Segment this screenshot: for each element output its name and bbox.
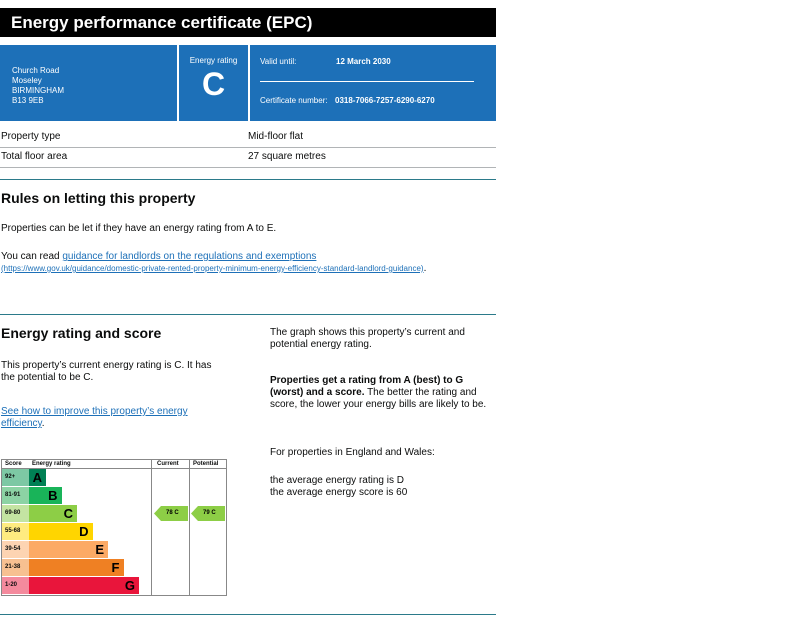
current-column-header: Current <box>157 461 179 467</box>
band-bar-b <box>29 487 62 504</box>
column-divider <box>189 460 190 595</box>
guidance-url-link[interactable]: (https://www.gov.uk/guidance/domestic-private-rented-property-minimum-energy-efficiency-standard-landlord-guidance) <box>1 264 424 273</box>
band-letter-f: F <box>111 560 120 575</box>
average-score-text: the average energy score is 60 <box>270 487 408 498</box>
page-title: Energy performance certificate (EPC) <box>0 8 496 37</box>
band-bar-f <box>29 559 124 576</box>
column-divider <box>151 460 152 595</box>
property-type-label: Property type <box>1 131 61 142</box>
band-letter-a: A <box>32 470 42 485</box>
band-score-g: 1-20 <box>2 577 29 594</box>
certificate-number-value: 0318-7066-7257-6290-6270 <box>335 96 435 105</box>
band-letter-g: G <box>124 578 135 593</box>
potential-rating-arrow-label: 79 C <box>203 510 216 516</box>
band-letter-e: E <box>95 542 104 557</box>
guidance-link[interactable]: guidance for landlords on the regulations and exemptions <box>62 251 317 262</box>
improve-paragraph <box>1 406 221 430</box>
score-column-header: Score <box>5 461 22 467</box>
address-line: Church Road <box>12 66 60 75</box>
section-divider <box>0 614 496 615</box>
guidance-paragraph <box>1 251 491 275</box>
potential-column-header: Potential <box>193 461 219 467</box>
divider <box>260 81 474 82</box>
rating-explanation <box>270 375 492 411</box>
band-letter-c: C <box>63 506 73 521</box>
address-postcode: B13 9EB <box>12 96 44 105</box>
band-bar-g <box>29 577 139 594</box>
floor-area-value: 27 square metres <box>248 151 326 162</box>
address-panel <box>0 45 177 121</box>
band-score-b: 81-91 <box>2 487 29 504</box>
band-score-c: 69-80 <box>2 505 29 522</box>
band-score-e: 39-54 <box>2 541 29 558</box>
rules-heading: Rules on letting this property <box>1 190 196 206</box>
property-type-value: Mid-floor flat <box>248 131 304 142</box>
valid-until-value: 12 March 2030 <box>336 57 391 66</box>
band-bar-d <box>29 523 93 540</box>
band-score-f: 21-38 <box>2 559 29 576</box>
band-letter-d: D <box>79 524 89 539</box>
band-bar-a <box>29 469 46 486</box>
current-rating-text: This property’s current energy rating is C. It has the potential to be C. <box>1 360 212 383</box>
certificate-number-label: Certificate number: <box>260 96 328 105</box>
graph-description: The graph shows this property’s current and potential energy rating. <box>270 327 465 350</box>
current-rating-arrow <box>154 506 188 521</box>
improve-link[interactable]: See how to improve this property’s energy efficiency <box>1 406 188 429</box>
section-divider <box>0 314 496 315</box>
rating-column-header: Energy rating <box>32 461 71 467</box>
energy-rating-chart <box>1 459 227 596</box>
address-line: Moseley <box>12 76 42 85</box>
guidance-suffix: . <box>423 263 427 274</box>
band-bar-c <box>29 505 77 522</box>
rating-explanation-rest: The better the rating and score, the lower your energy bills are likely to be. <box>270 387 487 410</box>
rating-explanation-bold: Properties get a rating from A (best) to G (worst) and a score. <box>270 375 464 398</box>
valid-until-label: Valid until: <box>260 57 297 66</box>
validity-panel <box>250 45 496 121</box>
divider <box>0 147 496 148</box>
band-bar-e <box>29 541 108 558</box>
divider <box>0 167 496 168</box>
rules-text: Properties can be let if they have an energy rating from A to E. <box>1 223 277 234</box>
average-rating-text: the average energy rating is D <box>270 475 404 486</box>
energy-rating-letter: C <box>201 66 226 102</box>
band-score-a: 92+ <box>2 469 29 486</box>
band-score-d: 55-68 <box>2 523 29 540</box>
floor-area-label: Total floor area <box>1 151 68 162</box>
section-divider <box>0 179 496 180</box>
guidance-prefix: You can read <box>1 251 63 262</box>
current-rating-arrow-label: 78 C <box>166 510 179 516</box>
england-wales-text: For properties in England and Wales: <box>270 447 435 458</box>
energy-rating-panel <box>179 45 248 121</box>
energy-rating-label: Energy rating <box>189 56 238 65</box>
improve-suffix: . <box>41 418 45 429</box>
band-letter-b: B <box>48 488 58 503</box>
energy-score-heading: Energy rating and score <box>1 325 162 341</box>
potential-rating-arrow <box>191 506 225 521</box>
address-line: BIRMINGHAM <box>12 86 64 95</box>
